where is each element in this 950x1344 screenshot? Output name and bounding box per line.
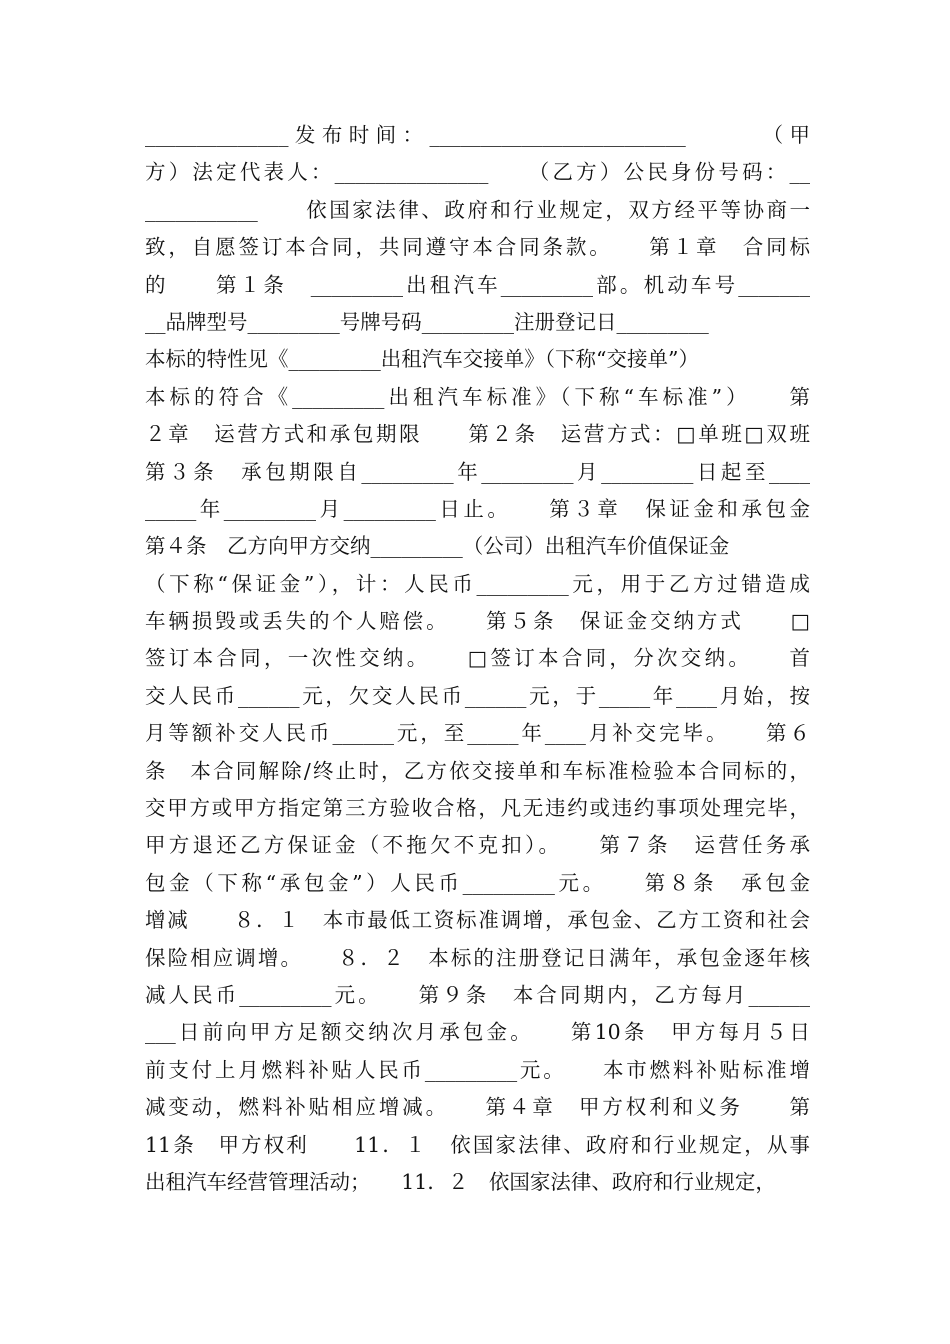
text-line: 致，自愿签订本合同，共同遵守本合同条款。 第１章 合同标 [145, 235, 810, 260]
text-line: 保险相应调增。 ８．２ 本标的注册登记日满年，承包金逐年核 [145, 945, 810, 970]
text-line: _____年_________月_________日止。 第３章 保证金和承包金 [145, 496, 810, 521]
text-line: 包金（下称“承包金”）人民币_________元。 第８条 承包金 [145, 870, 810, 895]
text-line: 交甲方或甲方指定第三方验收合格，凡无违约或违约事项处理完毕， [145, 796, 810, 821]
text-line: 11条 甲方权利 11．１ 依国家法律、政府和行业规定，从事 [145, 1132, 810, 1157]
text-line: ２章 运营方式和承包期限 第２条 运营方式：□单班□双班 [145, 422, 810, 447]
text-line: ______________发布时间：_________________________ （甲 [145, 123, 810, 147]
text-line: 车辆损毁或丢失的个人赔偿。 第５条 保证金交纳方式 □ [145, 609, 810, 634]
text-line: ___________ 依国家法律、政府和行业规定，双方经平等协商一 [145, 197, 810, 222]
text-line: 前支付上月燃料补贴人民币_________元。 本市燃料补贴标准增 [145, 1057, 810, 1082]
text-line: 的 第１条 _________出租汽车_________部。机动车号_______ [145, 272, 810, 297]
text-line: 减人民币_________元。 第９条 本合同期内，乙方每月______ [145, 982, 810, 1007]
text-line: 条 本合同解除/终止时，乙方依交接单和车标准检验本合同标的， [145, 758, 810, 783]
text-line: 出租汽车经营管理活动； 11．２ 依国家法律、政府和行业规定， [145, 1169, 776, 1194]
contract-body-text [145, 117, 810, 1201]
text-line: 增减 ８．１ 本市最低工资标准调增，承包金、乙方工资和社会 [145, 908, 810, 933]
text-line: 签订本合同，一次性交纳。 □签订本合同，分次交纳。 首 [145, 646, 810, 671]
text-line: 第４条 乙方向甲方交纳_________（公司）出租汽车价值保证金 [145, 534, 730, 559]
text-line: 第３条 承包期限自_________年_________月_________日起至____ [145, 459, 810, 484]
text-line: 甲方退还乙方保证金（不拖欠不克扣）。 第７条 运营任务承 [145, 833, 810, 858]
text-line: 交人民币______元，欠交人民币______元，于_____年____月始，按 [145, 683, 810, 708]
text-line: （下称“保证金”），计：人民币_________元，用于乙方过错造成 [145, 571, 810, 596]
text-line: 减变动，燃料补贴相应增减。 第４章 甲方权利和义务 第 [145, 1095, 810, 1120]
text-line: 本标的符合《_________出租汽车标准》（下称“车标准”） 第 [145, 384, 810, 409]
text-line: ___日前向甲方足额交纳次月承包金。 第10条 甲方每月５日 [145, 1020, 810, 1045]
text-line: __品牌型号_________号牌号码_________注册登记日_________ [145, 309, 709, 334]
text-line: 本标的特性见《_________出租汽车交接单》（下称“交接单”） [145, 347, 699, 372]
text-line: 月等额补交人民币______元，至_____年____月补交完毕。 第６ [145, 721, 810, 746]
text-line: 方）法定代表人：_______________ （乙方）公民身份号码：__ [145, 160, 810, 185]
